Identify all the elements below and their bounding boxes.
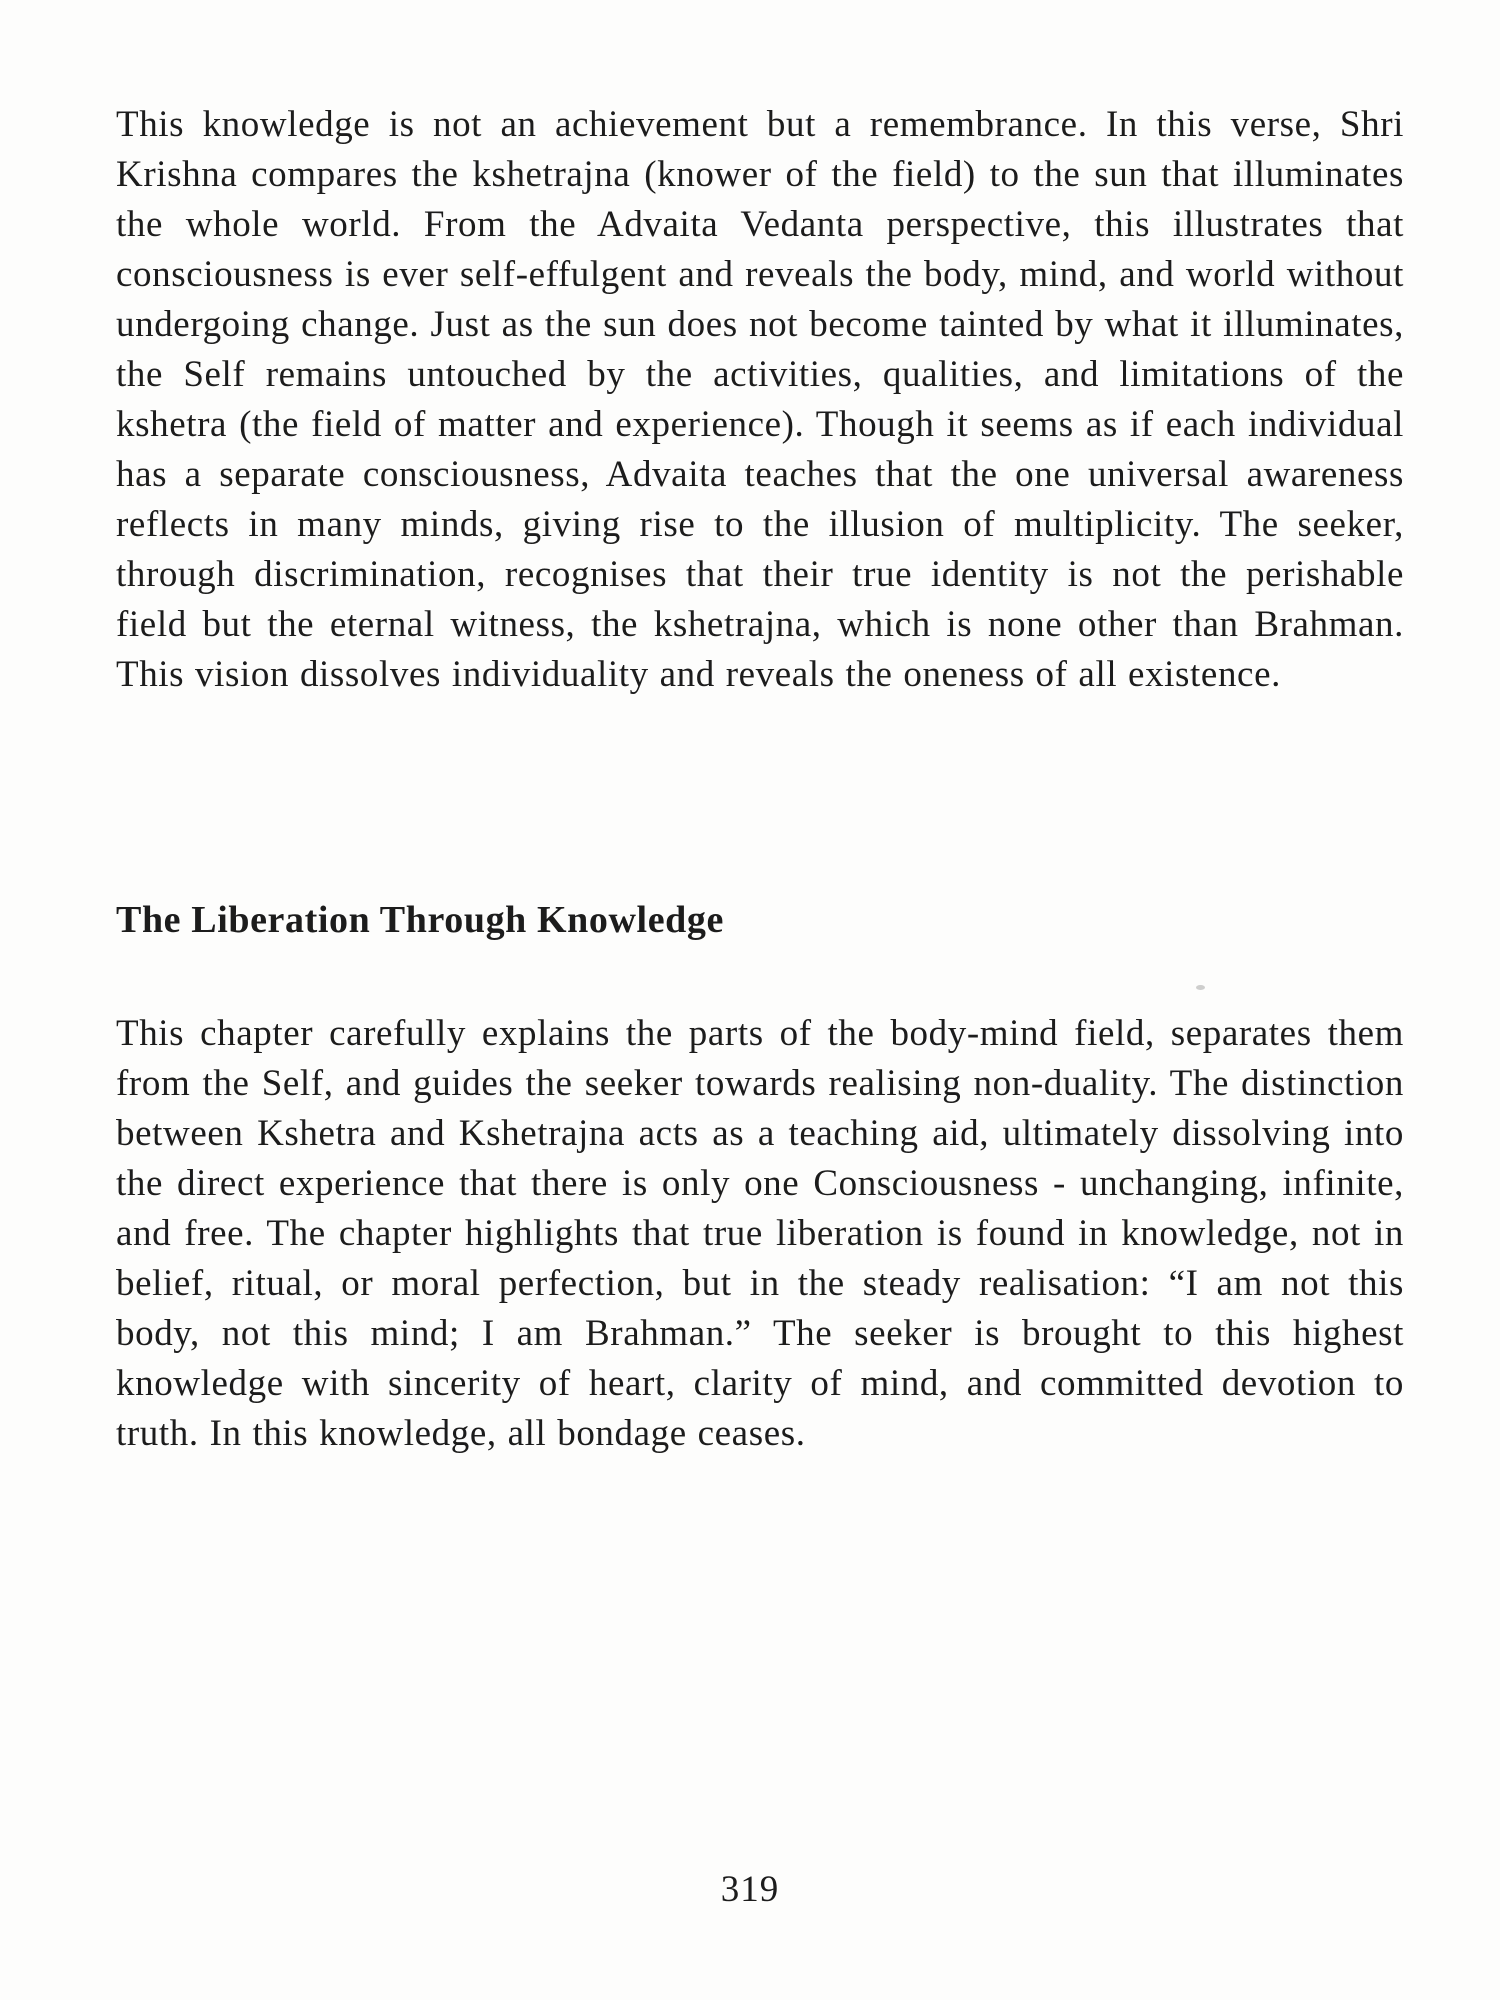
body-paragraph-1: This knowledge is not an achievement but a remembrance. In this verse, Shri Krishna compares the kshetrajna (knower of the field) to the sun that illuminates the whole world. From the Advaita Vedanta perspective, this illustrates that consciousness is ever self-effulgent and reveals the body, mind, and world without undergoing change. Just as the sun does not become tainted by what it illuminates, the Self remains untouched by the activities, qualities, and limitations of the kshetra (the field of matter and experience). Though it seems as if each individual has a separate consciousness, Advaita teaches that the one universal awareness reflects in many minds, giving rise to the illusion of multiplicity. The seeker, through discrimination, recognises that their true identity is not the perishable field but the eternal witness, the kshetrajna, which is none other than Brahman. This vision dissolves individuality and reveals the oneness of all existence. bbox=[116, 104, 1404, 695]
page-number: 319 bbox=[720, 1869, 780, 1910]
scan-speck bbox=[1196, 985, 1205, 990]
body-paragraph-2: This chapter carefully explains the parts of the body-mind field, separates them from the Self, and guides the seeker towards realising non-duality. The distinction between Kshetra and Kshetrajna acts as a teaching aid, ultimately dissolving into the direct experience that there is only one Consciousness - unchanging, infinite, and free. The chapter highlights that true liberation is found in knowledge, not in belief, ritual, or moral perfection, but in the steady realisation: “I am not this body, not this mind; I am Brahman.” The seeker is brought to this highest knowledge with sincerity of heart, clarity of mind, and committed devotion to truth. In this knowledge, all bondage ceases. bbox=[116, 1013, 1404, 1454]
section-heading: The Liberation Through Knowledge bbox=[116, 899, 724, 941]
